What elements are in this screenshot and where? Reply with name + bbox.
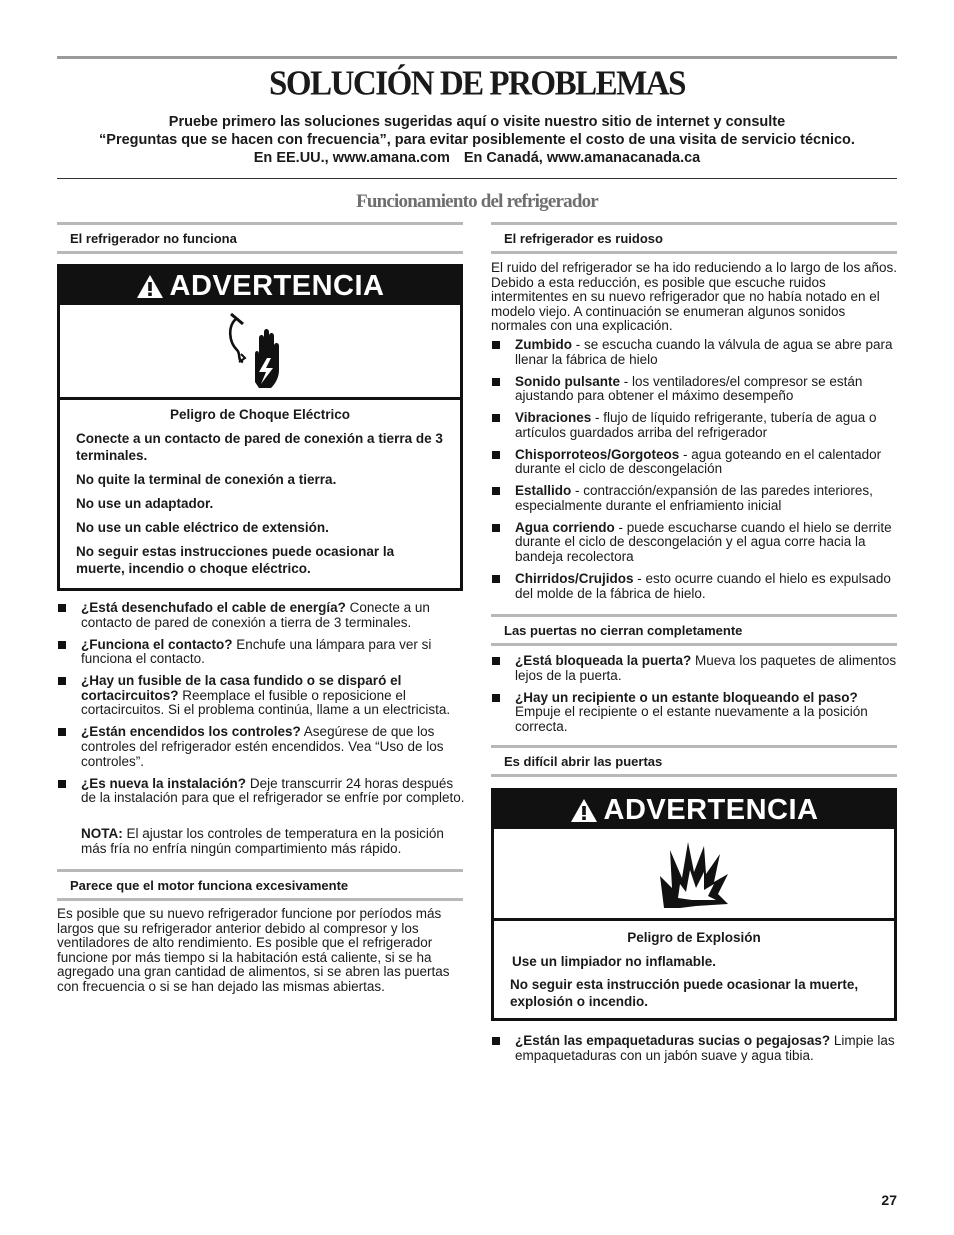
section-heading-dificil: Es difícil abrir las puertas: [491, 745, 897, 777]
warning-label: ADVERTENCIA: [169, 269, 385, 302]
intro-line-2: “Preguntas que se hacen con frecuencia”, para evitar posiblemente el costo de una visita de servicio técnico.: [99, 132, 855, 148]
warning-line-5: No seguir estas instrucciones puede ocasionar la muerte, incendio o choque eléctrico.: [76, 544, 395, 576]
warning-line-2: No seguir esta instrucción puede ocasionar la muerte, explosión o incendio.: [510, 977, 859, 1009]
intro-line-1: Pruebe primero las soluciones sugeridas aquí o visite nuestro sitio de internet y consulte: [168, 114, 786, 130]
warning-line-4: No use un cable eléctrico de extensión.: [76, 520, 329, 535]
noise-intro: El ruido del refrigerador se ha ido reduciendo a lo largo de los años. Debido a esta reducción, es posible que escuche ruidos intermitentes en su nuevo refrigerador que no había notado en el modelo viejo. A continuación se enumeran algunos sonidos normales con una explicación.: [491, 260, 898, 334]
hazard-title: Peligro de Explosión: [627, 930, 761, 945]
list-item: Estallido - contracción/expansión de las paredes interiores, especialmente durante el enfriamiento inicial: [491, 484, 897, 513]
list-item: Chirridos/Crujidos - esto ocurre cuando el hielo es expulsado del molde de la fábrica de hielo.: [491, 572, 897, 601]
list-item: ¿Funciona el contacto? Enchufe una lámpara para ver si funciona el contacto.: [57, 638, 467, 667]
list-item: ¿Es nueva la instalación? Deje transcurrir 24 horas después de la instalación para que el refrigerador se enfríe por completo.: [57, 777, 467, 806]
page-title: SOLUCIÓN DE PROBLEMAS: [269, 65, 685, 103]
page-number: 27: [881, 1192, 897, 1208]
list-item: Zumbido - se escucha cuando la válvula de agua se abre para llenar la fábrica de hielo: [491, 338, 897, 367]
section-subtitle: Funcionamiento del refrigerador: [356, 191, 598, 212]
warning-label: ADVERTENCIA: [603, 793, 819, 826]
gaskets-list: [491, 1034, 897, 1071]
warning-line-3: No use un adaptador.: [76, 496, 214, 511]
hazard-title: Peligro de Choque Eléctrico: [169, 407, 351, 422]
power-checklist: [57, 601, 467, 813]
warning-triangle-icon: [570, 798, 598, 823]
section-heading-no-funciona: El refrigerador no funciona: [57, 222, 463, 254]
intro-text: [57, 113, 897, 167]
warning-banner: [494, 791, 894, 829]
note-text: NOTA: El ajustar los controles de temperatura en la posición más fría no enfría ningún compartimiento más rápido.: [81, 826, 444, 856]
section-heading-puertas: Las puertas no cierran completamente: [491, 614, 897, 646]
section-heading-motor: Parece que el motor funciona excesivamente: [57, 869, 463, 901]
warning-line-1: Conecte a un contacto de pared de conexión a tierra de 3 terminales.: [76, 431, 443, 463]
list-item: ¿Están las empaquetaduras sucias o pegajosas? Limpie las empaquetaduras con un jabón suave y agua tibia.: [491, 1034, 897, 1063]
top-rule: [57, 56, 897, 59]
explosion-icon: [494, 829, 894, 921]
warning-body: [494, 921, 894, 1010]
list-item: Agua corriendo - puede escucharse cuando el hielo se derrite durante el ciclo de descongelación y el agua corre hacia la bandeja recolectora: [491, 521, 897, 565]
list-item: ¿Están encendidos los controles? Asegúrese de que los controles del refrigerador estén encendidos. Vea “Uso de los controles”.: [57, 725, 467, 769]
electric-shock-hand-icon: [60, 305, 460, 400]
warning-box-electric: [57, 264, 463, 591]
warning-banner: [60, 267, 460, 305]
doors-list: [491, 654, 897, 742]
motor-explanation: Es posible que su nuevo refrigerador funcione por períodos más largos que su refrigerador anterior debido al compresor y los ventiladores de alto rendimiento. Es posible que el refrigerador funcione por más tiempo si la habitación está caliente, si se ha agregado una gran cantidad de alimentos, si se abren las puertas con frecuencia o si se han dejado las mismas abiertas.: [57, 906, 450, 994]
us-website: En EE.UU., www.amana.com: [253, 150, 450, 166]
warning-body: [60, 400, 460, 577]
list-item: ¿Está bloqueada la puerta? Mueva los paquetes de alimentos lejos de la puerta.: [491, 654, 897, 683]
intro-websites: [57, 149, 897, 167]
warning-triangle-icon: [136, 274, 164, 299]
list-item: Sonido pulsante - los ventiladores/el compresor se están ajustando para obtener el máximo desempeño: [491, 375, 897, 404]
list-item: ¿Hay un recipiente o un estante bloqueando el paso? Empuje el recipiente o el estante nuevamente a la posición correcta.: [491, 691, 897, 735]
list-item: Vibraciones - flujo de líquido refrigerante, tubería de agua o artículos guardados arriba del refrigerador: [491, 411, 897, 440]
list-item: ¿Hay un fusible de la casa fundido o se disparó el cortacircuitos? Reemplace el fusible o reposicione el cortacircuitos. Si el problema continúa, llame a un electricista.: [57, 674, 467, 718]
header-divider: [57, 178, 897, 179]
sounds-list: [491, 338, 897, 609]
warning-line-2: No quite la terminal de conexión a tierra.: [76, 472, 337, 487]
list-item: Chisporroteos/Gorgoteos - agua goteando en el calentador durante el ciclo de descongelación: [491, 448, 897, 477]
canada-website: En Canadá, www.amanacanada.ca: [463, 150, 701, 166]
section-heading-ruidoso: El refrigerador es ruidoso: [491, 222, 897, 254]
warning-box-explosion: [491, 788, 897, 1021]
warning-line-1: Use un limpiador no inflamable.: [512, 954, 717, 969]
list-item: ¿Está desenchufado el cable de energía? Conecte a un contacto de pared de conexión a tierra de 3 terminales.: [57, 601, 467, 630]
